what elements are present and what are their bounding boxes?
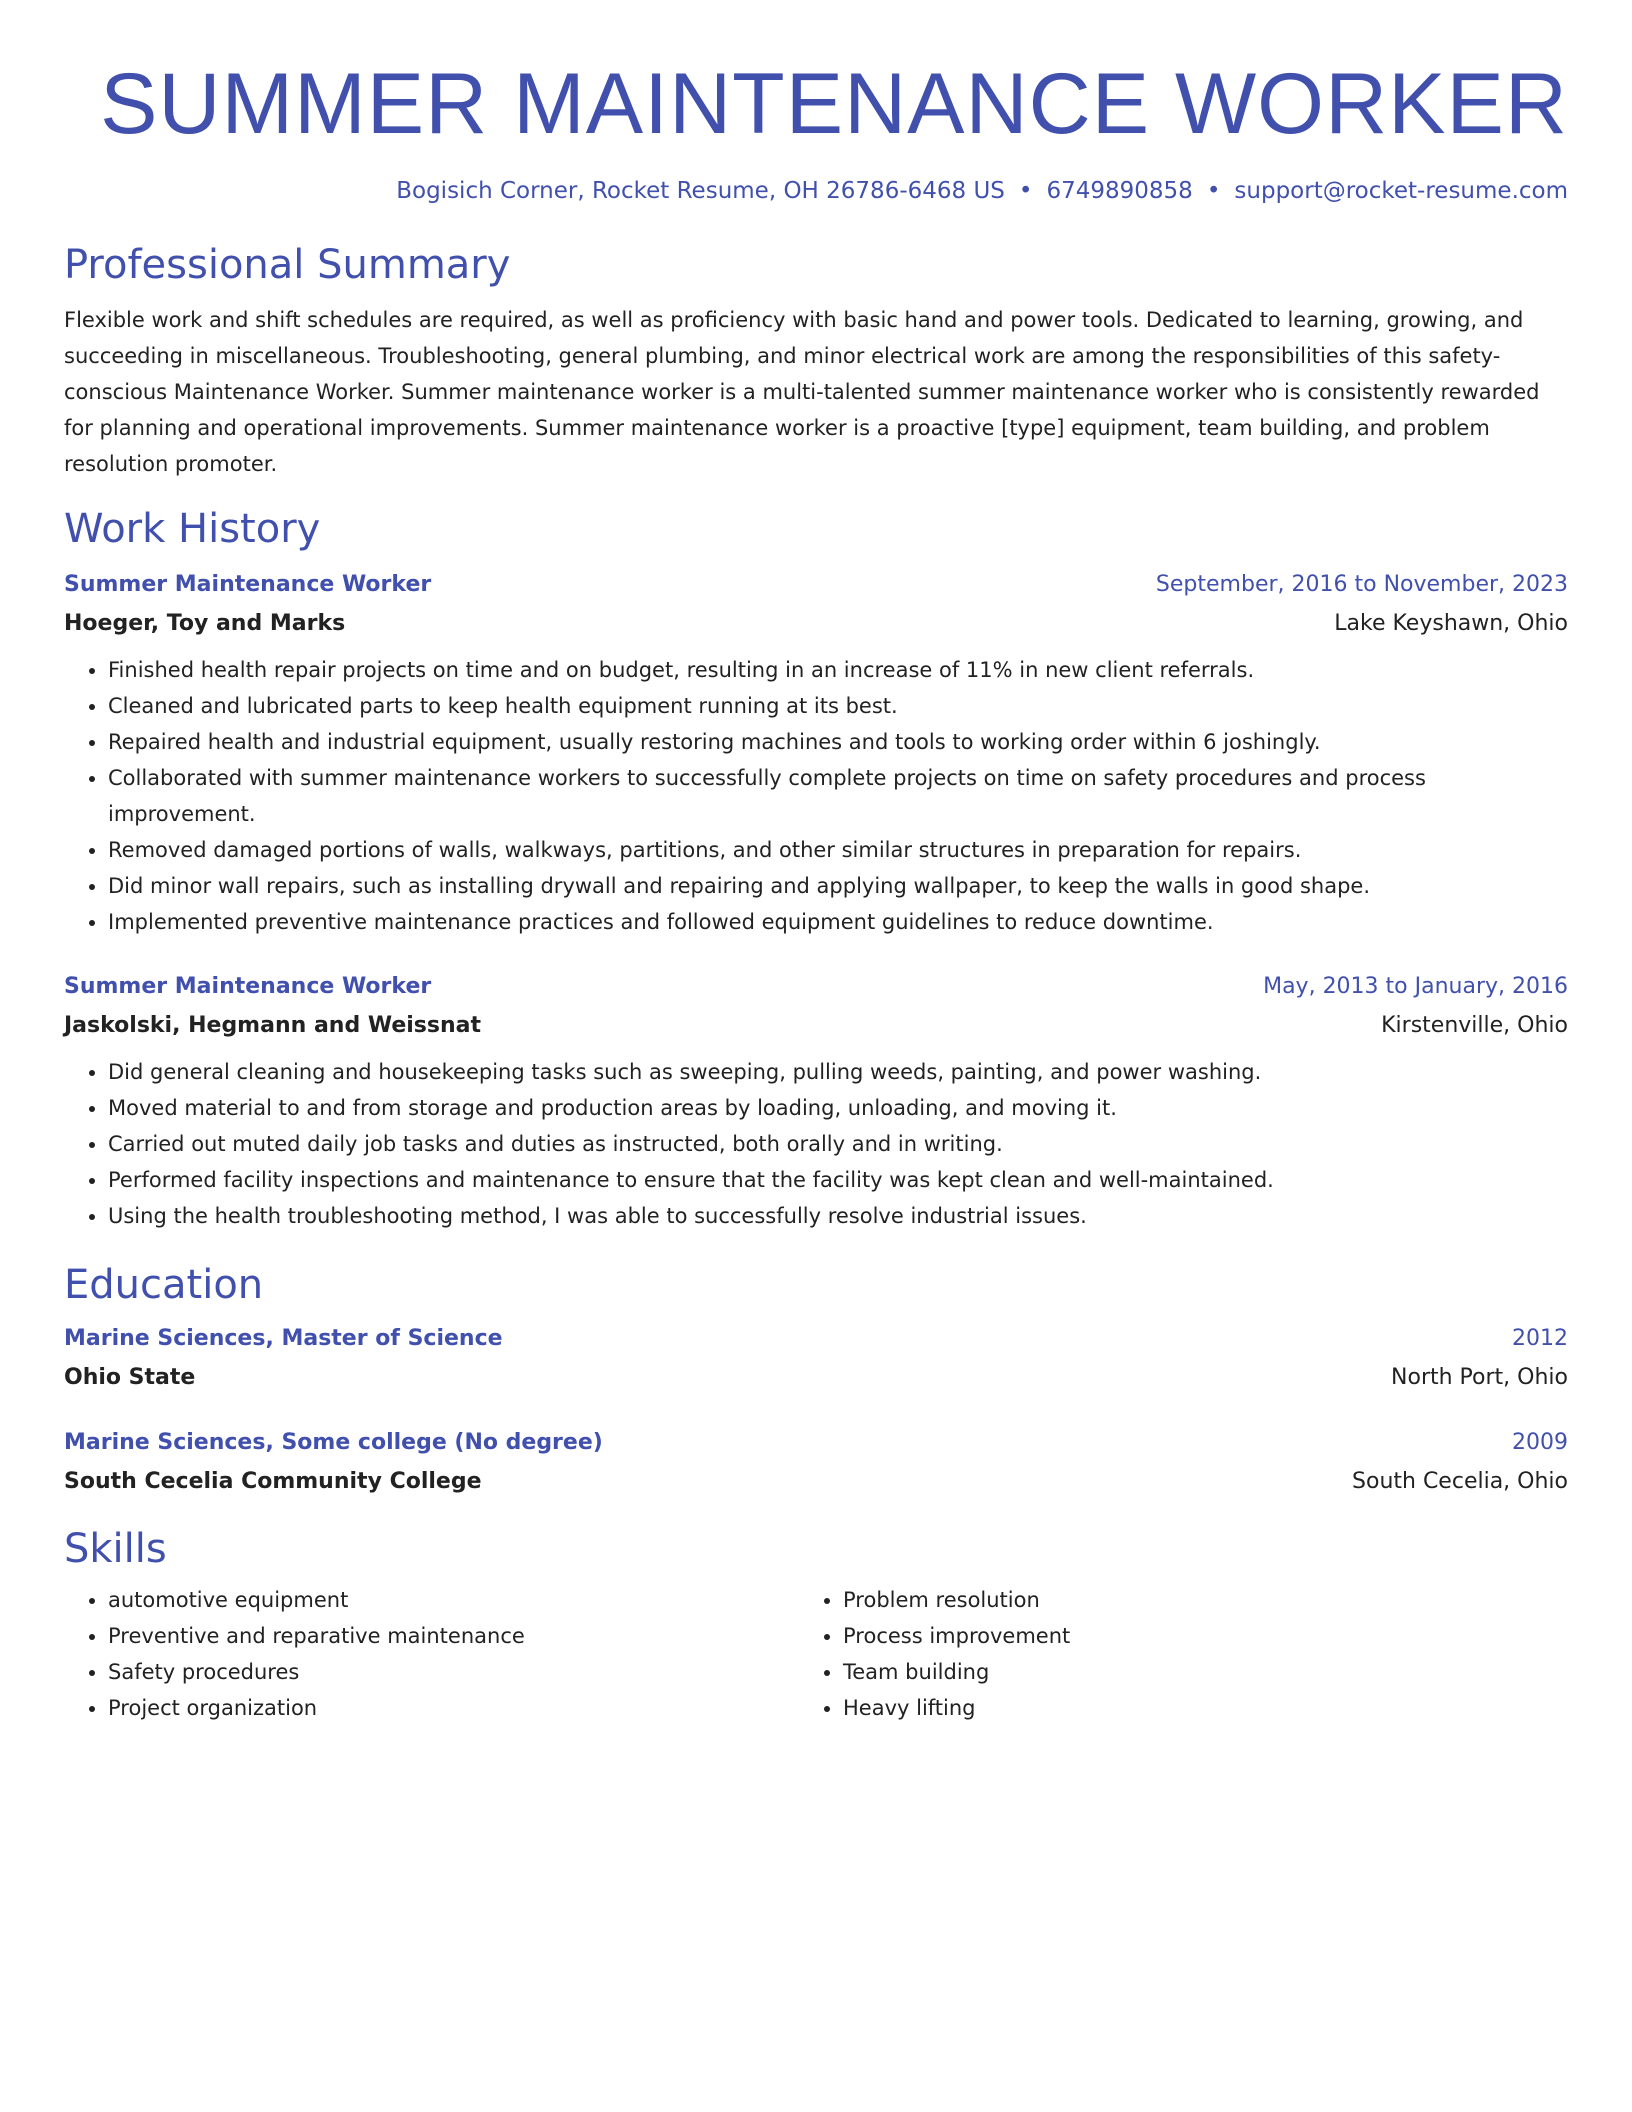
job-bullet: • Carried out muted daily job tasks and duties as instructed, both orally and in writing.	[108, 1126, 1568, 1162]
job-bullet: • Repaired health and industrial equipment, usually restoring machines and tools to working order within 6 joshingly.	[108, 724, 1568, 760]
job-entry	[64, 968, 1568, 1234]
summary-text: Flexible work and shift schedules are required, as well as proficiency with basic hand and power tools. Dedicated to learning, growing, and succeeding in miscellaneous. Troubleshooting, general plumbing, and minor electrical work are among the responsibilities of this safety-conscious Maintenance Worker. Summer maintenance worker is a multi-talented summer maintenance worker who is consistently rewarded for planning and operational improvements. Summer maintenance worker is a proactive [type] equipment, team building, and problem resolution promoter.	[64, 308, 1540, 476]
job-location: Kirstenville, Ohio	[1381, 1013, 1568, 1038]
degree-row	[64, 1320, 1568, 1358]
work-history-section	[64, 504, 1568, 1234]
job-dates: September, 2016 to November, 2023	[1155, 572, 1568, 597]
job-bullet: • Collaborated with summer maintenance workers to successfully complete projects on time on safety procedures and process improvement.	[108, 760, 1568, 832]
job-employer-row	[64, 1006, 1568, 1046]
job-bullet: • Using the health troubleshooting method, I was able to successfully resolve industrial issues.	[108, 1198, 1568, 1234]
job-bullet: • Performed facility inspections and maintenance to ensure that the facility was kept clean and well-maintained.	[108, 1162, 1568, 1198]
degree-name: Marine Sciences, Some college (No degree)	[64, 1430, 603, 1455]
graduation-year: 2012	[1512, 1326, 1568, 1351]
work-history-heading: Work History	[64, 506, 321, 552]
skill-item: • Team building	[843, 1654, 1534, 1690]
education-entry	[64, 1424, 1568, 1502]
skill-item: • Process improvement	[843, 1618, 1534, 1654]
job-bullet: • Did general cleaning and housekeeping tasks such as sweeping, pulling weeds, painting, and power washing.	[108, 1054, 1568, 1090]
skill-item: • Project organization	[108, 1690, 799, 1726]
education-entry	[64, 1320, 1568, 1398]
school-row	[64, 1358, 1568, 1398]
graduation-year: 2009	[1512, 1430, 1568, 1455]
education-heading: Education	[64, 1262, 264, 1308]
contact-email: support@rocket-resume.com	[1234, 178, 1568, 204]
skill-item: • Preventive and reparative maintenance	[108, 1618, 799, 1654]
employer-name: Hoeger, Toy and Marks	[64, 611, 346, 636]
skills-list-left	[64, 1582, 799, 1726]
school-name: South Cecelia Community College	[64, 1469, 482, 1494]
school-row	[64, 1462, 1568, 1502]
summary-heading: Professional Summary	[64, 242, 511, 288]
job-employer-row	[64, 604, 1568, 644]
skill-item: • Problem resolution	[843, 1582, 1534, 1618]
employer-name: Jaskolski, Hegmann and Weissnat	[64, 1013, 482, 1038]
skill-item: • automotive equipment	[108, 1582, 799, 1618]
skill-item: • Safety procedures	[108, 1654, 799, 1690]
summary-section	[64, 240, 1568, 482]
job-bullet: • Moved material to and from storage and production areas by loading, unloading, and moving it.	[108, 1090, 1568, 1126]
skills-list-right	[799, 1582, 1534, 1726]
job-bullet: • Implemented preventive maintenance practices and followed equipment guidelines to reduce downtime.	[108, 904, 1568, 940]
job-title: Summer Maintenance Worker	[64, 572, 432, 597]
school-name: Ohio State	[64, 1365, 196, 1390]
school-location: North Port, Ohio	[1391, 1365, 1568, 1390]
contact-phone: 6749890858	[1046, 178, 1193, 204]
job-entry	[64, 566, 1568, 940]
skills-section	[64, 1524, 1568, 1726]
job-bullet: • Removed damaged portions of walls, walkways, partitions, and other similar structures in preparation for repairs.	[108, 832, 1568, 868]
degree-row	[64, 1424, 1568, 1462]
job-bullet: • Cleaned and lubricated parts to keep health equipment running at its best.	[108, 688, 1568, 724]
job-bullet-list	[64, 1054, 1568, 1234]
contact-separator: •	[1206, 178, 1221, 204]
job-dates: May, 2013 to January, 2016	[1263, 974, 1568, 999]
school-location: South Cecelia, Ohio	[1352, 1469, 1568, 1494]
job-title-row	[64, 968, 1568, 1006]
contact-separator: •	[1018, 178, 1033, 204]
candidate-name: SUMMER MAINTENANCE WORKER	[100, 56, 1568, 152]
skills-columns	[64, 1582, 1568, 1726]
resume-header	[64, 52, 1568, 206]
job-title-row	[64, 566, 1568, 604]
job-bullet-list	[64, 652, 1568, 940]
job-title: Summer Maintenance Worker	[64, 974, 432, 999]
degree-name: Marine Sciences, Master of Science	[64, 1326, 503, 1351]
contact-line	[64, 176, 1568, 206]
job-bullet: • Did minor wall repairs, such as installing drywall and repairing and applying wallpaper, to keep the walls in good shape.	[108, 868, 1568, 904]
job-bullet: • Finished health repair projects on time and on budget, resulting in an increase of 11% in new client referrals.	[108, 652, 1568, 688]
contact-address: Bogisich Corner, Rocket Resume, OH 26786-6468 US	[396, 178, 1005, 204]
skill-item: • Heavy lifting	[843, 1690, 1534, 1726]
education-section	[64, 1260, 1568, 1502]
skills-heading: Skills	[64, 1526, 167, 1572]
job-location: Lake Keyshawn, Ohio	[1334, 611, 1568, 636]
